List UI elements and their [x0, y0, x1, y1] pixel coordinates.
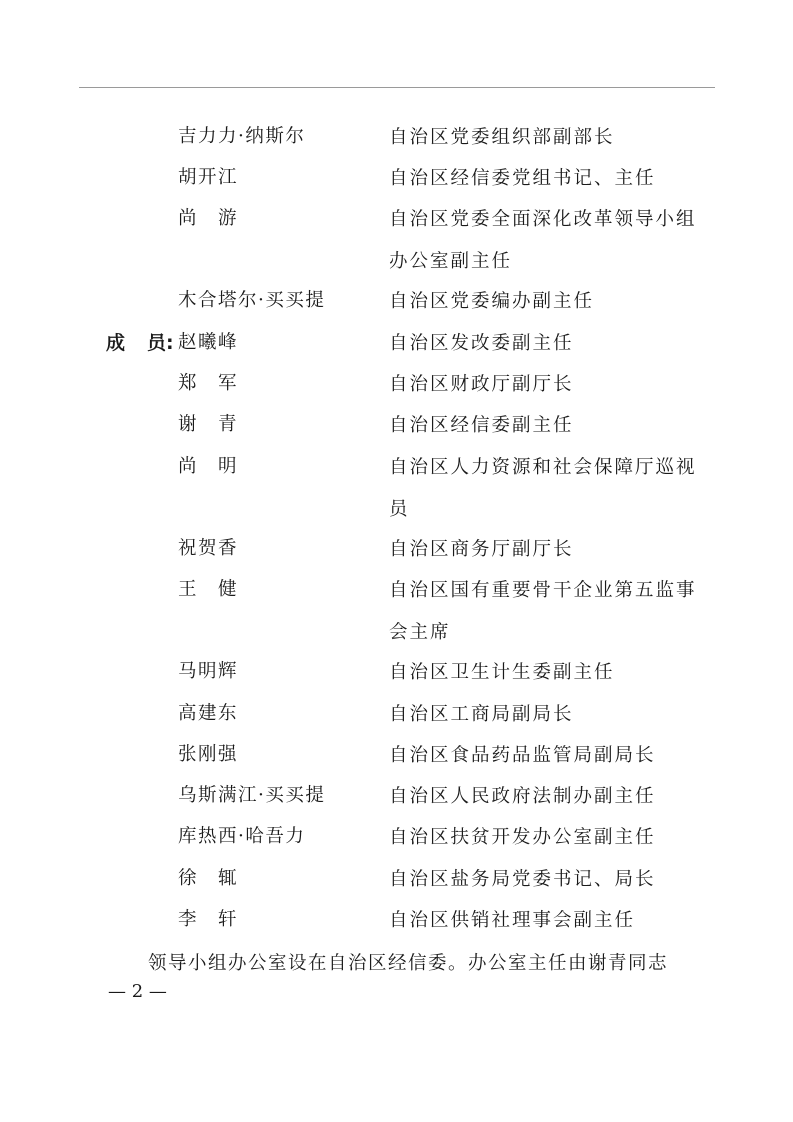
- list-item: [0, 529, 793, 569]
- member-name: 祝贺香: [178, 538, 239, 559]
- member-title: 自治区扶贫开发办公室副主任: [389, 827, 656, 848]
- list-item: [0, 570, 793, 643]
- list-item: [0, 199, 793, 272]
- list-item: [0, 817, 793, 857]
- member-name: 王 健: [178, 579, 239, 600]
- member-title: 自治区党委编办副主任: [389, 291, 595, 312]
- members-group-label: 成 员:: [106, 332, 174, 354]
- member-name: 马明辉: [178, 661, 239, 682]
- member-title: 自治区经信委党组书记、主任: [389, 168, 656, 189]
- list-item: [0, 281, 793, 321]
- list-item: [0, 735, 793, 775]
- list-item: [0, 776, 793, 816]
- list-item: [0, 694, 793, 734]
- member-name: 郑 军: [178, 373, 239, 394]
- member-name: 高建东: [178, 703, 239, 724]
- list-item: [0, 447, 793, 520]
- member-title: 自治区财政厅副厅长: [389, 374, 574, 395]
- member-name: 赵曦峰: [178, 332, 239, 353]
- member-name: 张刚强: [178, 744, 239, 765]
- member-title: 自治区卫生计生委副主任: [389, 662, 615, 683]
- member-title: 自治区党委组织部副部长: [389, 127, 615, 148]
- list-item: [0, 859, 793, 899]
- member-name: 乌斯满江·买买提: [178, 785, 326, 806]
- member-name: 尚 明: [178, 456, 239, 477]
- member-name: 谢 青: [178, 414, 239, 435]
- member-title: 自治区发改委副主任: [389, 333, 574, 354]
- header-rule: [79, 87, 715, 88]
- member-title: 自治区党委全面深化改革领导小组办公室副主任: [389, 209, 697, 272]
- list-item: [0, 323, 793, 363]
- member-name: 李 轩: [178, 909, 239, 930]
- list-item: [0, 158, 793, 198]
- member-title: 自治区供销社理事会副主任: [389, 910, 636, 931]
- member-title: 自治区人力资源和社会保障厅巡视员: [389, 457, 697, 520]
- list-item: [0, 117, 793, 157]
- member-name: 吉力力·纳斯尔: [178, 126, 306, 147]
- list-item: [0, 405, 793, 445]
- member-title: 自治区盐务局党委书记、局长: [389, 869, 656, 890]
- closing-paragraph: 领导小组办公室设在自治区经信委。办公室主任由谢青同志: [148, 953, 669, 974]
- member-title: 自治区商务厅副厅长: [389, 539, 574, 560]
- member-title: 自治区国有重要骨干企业第五监事会主席: [389, 580, 697, 643]
- member-name: 木合塔尔·买买提: [178, 290, 326, 311]
- list-item: [0, 652, 793, 692]
- member-name: 徐 辄: [178, 868, 239, 889]
- member-title: 自治区工商局副局长: [389, 704, 574, 725]
- member-title: 自治区食品药品监管局副局长: [389, 745, 656, 766]
- member-name: 库热西·哈吾力: [178, 826, 306, 847]
- list-item: [0, 364, 793, 404]
- list-item: [0, 900, 793, 940]
- member-name: 尚 游: [178, 208, 239, 229]
- member-name: 胡开江: [178, 167, 239, 188]
- member-title: 自治区经信委副主任: [389, 415, 574, 436]
- member-title: 自治区人民政府法制办副主任: [389, 786, 656, 807]
- page-number: — 2 —: [108, 981, 167, 1002]
